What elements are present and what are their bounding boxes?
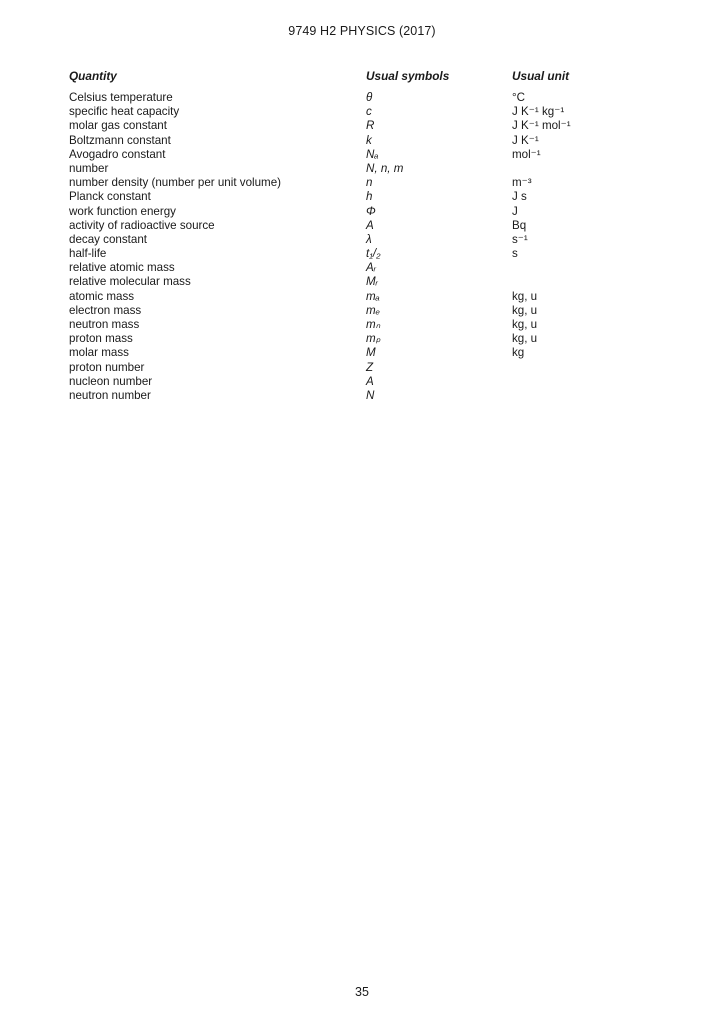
row-symbol: k <box>366 133 372 147</box>
row-unit: mol⁻¹ <box>512 147 541 161</box>
table-row <box>69 275 629 289</box>
row-quantity: Celsius temperature <box>69 91 173 104</box>
row-symbol: n <box>366 176 373 190</box>
row-quantity: work function energy <box>69 204 176 218</box>
row-unit: Bq <box>512 218 527 232</box>
row-symbol: λ <box>366 232 372 246</box>
row-symbol: mₑ <box>366 303 381 317</box>
row-quantity: molar mass <box>69 346 129 360</box>
table-row <box>69 105 629 119</box>
row-quantity: nucleon number <box>69 374 153 388</box>
row-symbol: R <box>366 119 375 133</box>
row-symbol: Φ <box>366 204 376 218</box>
page-header: 9749 H2 PHYSICS (2017) <box>288 24 436 38</box>
header-usual-symbols: Usual symbols <box>366 69 450 83</box>
row-quantity: relative atomic mass <box>69 261 175 275</box>
table-row <box>69 304 629 318</box>
symbols-table <box>69 69 629 403</box>
row-symbol: c <box>366 105 372 119</box>
row-symbol: mₚ <box>366 332 381 346</box>
row-unit: kg, u <box>512 289 538 303</box>
row-quantity: number density (number per unit volume) <box>69 176 282 190</box>
row-quantity: relative molecular mass <box>69 275 191 289</box>
table-row <box>69 148 629 162</box>
row-quantity: activity of radioactive source <box>69 218 215 232</box>
table-row <box>69 162 629 176</box>
header-quantity: Quantity <box>69 69 117 83</box>
row-unit: J K⁻¹ kg⁻¹ <box>512 105 565 119</box>
table-row <box>69 375 629 389</box>
row-quantity: molar gas constant <box>69 119 167 133</box>
table-row <box>69 247 629 261</box>
row-quantity: neutron number <box>69 388 151 402</box>
row-quantity: neutron mass <box>69 318 140 331</box>
row-symbol: t₁/₂ <box>366 247 381 261</box>
row-unit: J K⁻¹ mol⁻¹ <box>512 119 571 133</box>
row-symbol: N, n, m <box>366 161 404 175</box>
table-row <box>69 176 629 190</box>
row-unit: s⁻¹ <box>512 232 528 246</box>
table-row <box>69 91 629 105</box>
page-number: 35 <box>355 985 369 999</box>
table-row <box>69 290 629 304</box>
row-symbol: A <box>366 218 374 232</box>
row-unit: kg <box>512 346 525 360</box>
row-symbol: mₙ <box>366 318 381 331</box>
row-quantity: number <box>69 161 109 175</box>
row-symbol: Mᵣ <box>366 275 378 289</box>
row-unit: m⁻³ <box>512 176 532 190</box>
row-quantity: proton number <box>69 360 145 374</box>
table-row <box>69 261 629 275</box>
row-unit: kg, u <box>512 332 538 346</box>
row-unit: °C <box>512 91 526 104</box>
table-row <box>69 233 629 247</box>
row-symbol: Aᵣ <box>366 261 376 275</box>
row-symbol: A <box>366 374 374 388</box>
table-row <box>69 190 629 204</box>
row-quantity: half-life <box>69 247 107 261</box>
table-row <box>69 346 629 360</box>
row-symbol: mₐ <box>366 289 380 303</box>
table-row <box>69 134 629 148</box>
row-unit: s <box>512 247 518 261</box>
row-quantity: electron mass <box>69 303 142 317</box>
row-unit: kg, u <box>512 318 538 331</box>
row-quantity: specific heat capacity <box>69 105 180 119</box>
table-row <box>69 318 629 332</box>
row-quantity: Boltzmann constant <box>69 133 171 147</box>
table-row <box>69 219 629 233</box>
row-unit: J <box>512 204 518 218</box>
table-row <box>69 389 629 403</box>
row-quantity: Avogadro constant <box>69 147 166 161</box>
row-quantity: Planck constant <box>69 190 151 204</box>
header-usual-unit: Usual unit <box>512 69 570 83</box>
row-unit: J K⁻¹ <box>512 133 539 147</box>
row-symbol: θ <box>366 91 373 104</box>
row-unit: J s <box>512 190 527 204</box>
row-symbol: N <box>366 388 375 402</box>
table-row <box>69 205 629 219</box>
row-unit: kg, u <box>512 303 538 317</box>
table-row <box>69 119 629 133</box>
row-quantity: decay constant <box>69 232 147 246</box>
row-quantity: atomic mass <box>69 289 135 303</box>
row-symbol: M <box>366 346 376 360</box>
row-symbol: h <box>366 190 373 204</box>
table-header-row <box>69 69 629 83</box>
row-symbol: Nₐ <box>366 147 379 161</box>
table-row <box>69 361 629 375</box>
table-row <box>69 332 629 346</box>
row-quantity: proton mass <box>69 332 133 346</box>
row-symbol: Z <box>366 360 374 374</box>
